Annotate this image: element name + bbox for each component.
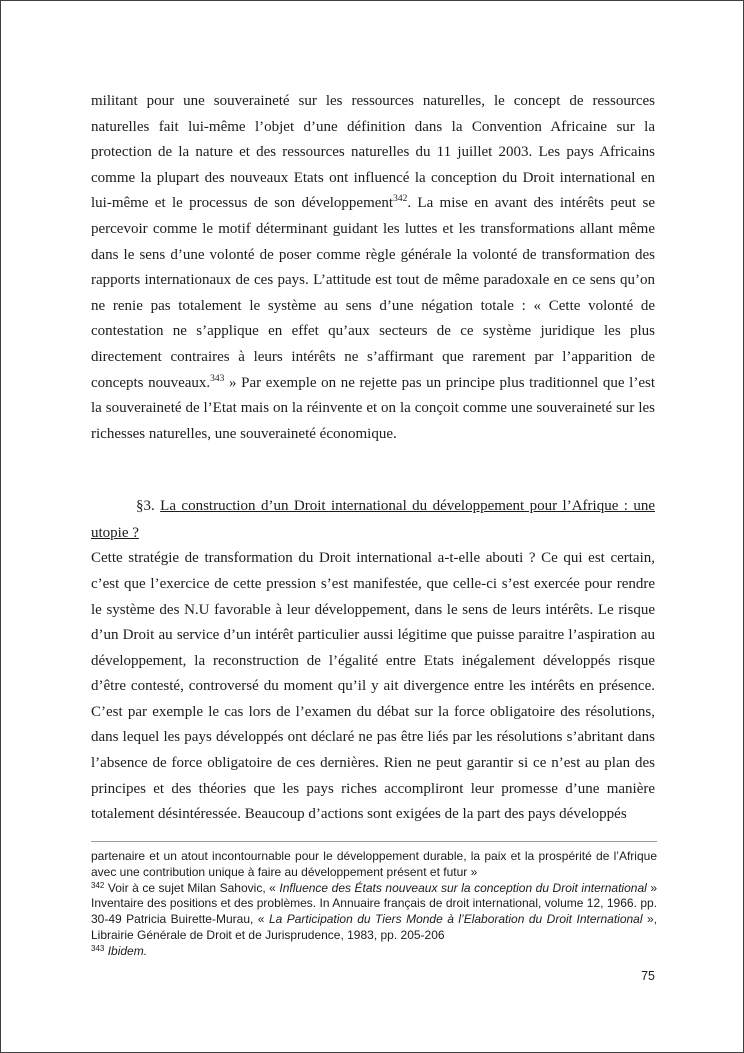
footnote-343-text: Ibidem. xyxy=(107,943,148,958)
section-heading xyxy=(91,493,655,546)
section-title: La construction d’un Droit international du développement pour l’Afrique : une utopie ? xyxy=(91,498,656,541)
footnote-342 xyxy=(91,881,657,944)
paragraph-1-text-a: militant pour une souveraineté sur les ressources naturelles, le concept de ressources naturelles fait lui-même l’objet d’une définition dans la Convention Africaine sur la protection de la nature et des ressources naturelles du 11 juillet 2003. Les pays Africains comme la plupart des nouveaux Etats ont influencé la conception du Droit international en lui-même et le processus de son développement xyxy=(91,93,655,212)
footnote-ref-342: 342 xyxy=(393,194,408,205)
section-number: §3. xyxy=(136,498,161,515)
page-number: 75 xyxy=(641,969,655,983)
footnote-343 xyxy=(91,944,657,960)
footnote-separator xyxy=(91,841,657,842)
footnote-ref-343: 343 xyxy=(210,373,225,384)
page-content xyxy=(91,89,655,828)
footnote-342-title-2: La Participation du Tiers Monde à l’Elaboration du Droit International xyxy=(268,912,643,927)
footnote-342-text-b: » Inventaire des positions et des problèmes. In Annuaire français de droit international, volume 12, 1966. pp. 30-49 Patricia Buirette-Murau, « xyxy=(91,880,658,927)
footnote-342-text-a: Voir à ce sujet Milan Sahovic, « xyxy=(104,880,280,895)
footnote-342-text-c: », Librairie Générale de Droit et de Jurisprudence, 1983, pp. 205-206 xyxy=(91,912,658,942)
paragraph-2: Cette stratégie de transformation du Droit international a-t-elle abouti ? Ce qui est certain, c’est que l’exercice de cette pression s’est manifestée, que celle-ci s’est exercée pour rendre le système des N.U favorable à leur développement, dans le sens de leurs intérêts. Le risque d’un Droit au service d’un intérêt particulier aussi légitime que puisse paraitre l’aspiration au développement, la reconstruction de l’égalité entre Etats inégalement développés risque d’être contesté, controversé du moment qu’il y ait divergence entre les intérêts en présence. C’est par exemple le cas lors de l’examen du débat sur la force obligatoire des résolutions, dans lequel les pays développés ont déclaré ne pas être liés par les résolutions s’abritant dans l’absence de force obligatoire de ces dernières. Rien ne peut garantir si ce n’est au plan des principes et des théories que les pays riches accompliront leur promesse d’une manière totalement désintéressée. Beaucoup d’actions sont exigées de la part des pays développés xyxy=(91,550,655,823)
paragraph-1-text-c: » Par exemple on ne rejette pas un principe plus traditionnel que l’est la souveraineté de l’Etat mais on la réinvente et on la conçoit comme une souveraineté sur les richesses naturelles, une souveraineté économique. xyxy=(91,374,655,442)
footnote-342-title-1: Influence des États nouveaux sur la conception du Droit international xyxy=(279,880,647,895)
footnote-342-number: 342 xyxy=(91,880,105,890)
footnote-area xyxy=(91,841,657,960)
paragraph-1-text-b: . La mise en avant des intérêts peut se percevoir comme le motif déterminant guidant les luttes et les transformations allant même dans le sens d’une volonté de poser comme règle générale la volonté de transformation des rapports internationaux de ces pays. L’attitude est tout de même paradoxale en ce sens qu’on ne renie pas totalement le système au sens d’une négation totale : « Cette volonté de contestation ne s’applique en effet qu’aux secteurs de ce système juridique les plus directement contraires à leurs intérêts ne s’affirmant que rarement par l’apparition de concepts nouveaux. xyxy=(91,195,655,391)
footnote-343-number: 343 xyxy=(91,943,105,953)
paragraph-1 xyxy=(91,89,655,447)
footnote-continuation: partenaire et un atout incontournable pour le développement durable, la paix et la prospérité de l’Afrique avec une contribution unique à faire au développement présent et futur » xyxy=(91,849,657,879)
